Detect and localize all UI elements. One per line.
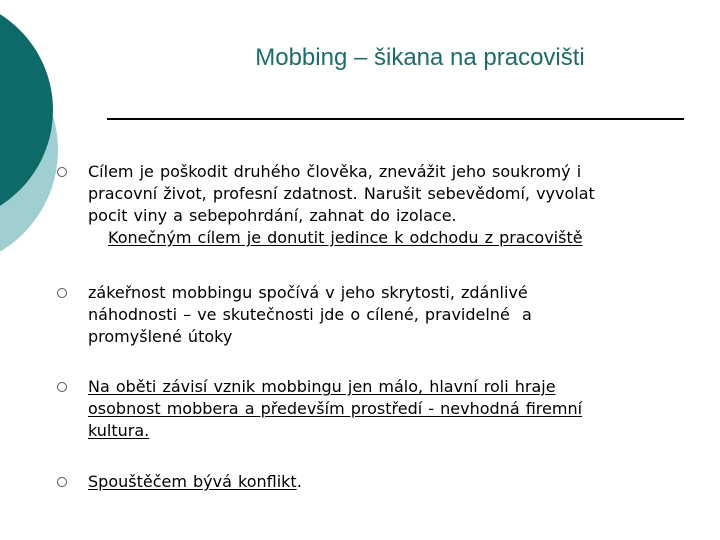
- text-line: kultura.: [88, 421, 150, 440]
- text-line: pocit viny a sebepohrdání, zahnat do izolace.: [88, 206, 457, 225]
- trigger-suffix: .: [296, 472, 302, 491]
- page-title: Mobbing – šikana na pracovišti: [255, 44, 585, 71]
- text-line: pracovní život, profesní zdatnost. Narušit sebevědomí, vyvolat: [88, 184, 595, 203]
- text-line: Cílem je poškodit druhého člověka, znevážit jeho soukromý i: [88, 162, 582, 181]
- trigger-text: Spouštěčem bývá konflikt: [88, 472, 297, 491]
- bullet-text-insidiousness: [88, 282, 688, 348]
- text-line: náhodnosti – ve skutečnosti jde o cílené, pravidelné a: [88, 305, 532, 324]
- bullet-icon: [57, 477, 67, 487]
- text-line: zákeřnost mobbingu spočívá v jeho skrytosti, zdánlivé: [88, 283, 528, 302]
- bullet-text-goal: [88, 161, 688, 249]
- decorative-circles: [0, 0, 60, 300]
- bullet-icon: [57, 167, 67, 177]
- text-line: Na oběti závisí vznik mobbingu jen málo, hlavní roli hraje: [88, 377, 556, 396]
- text-line: [88, 471, 688, 493]
- text-line-emphasis: Konečným cílem je donutit jedince k odchodu z pracoviště: [108, 228, 583, 247]
- text-line: promyšlené útoky: [88, 327, 233, 346]
- title-divider: [107, 118, 684, 120]
- text-line: osobnost mobbera a především prostředí - nevhodná firemní: [88, 399, 583, 418]
- bullet-text-trigger: [88, 471, 688, 493]
- bullet-text-victim: [88, 376, 688, 442]
- bullet-icon: [57, 288, 67, 298]
- bullet-icon: [57, 382, 67, 392]
